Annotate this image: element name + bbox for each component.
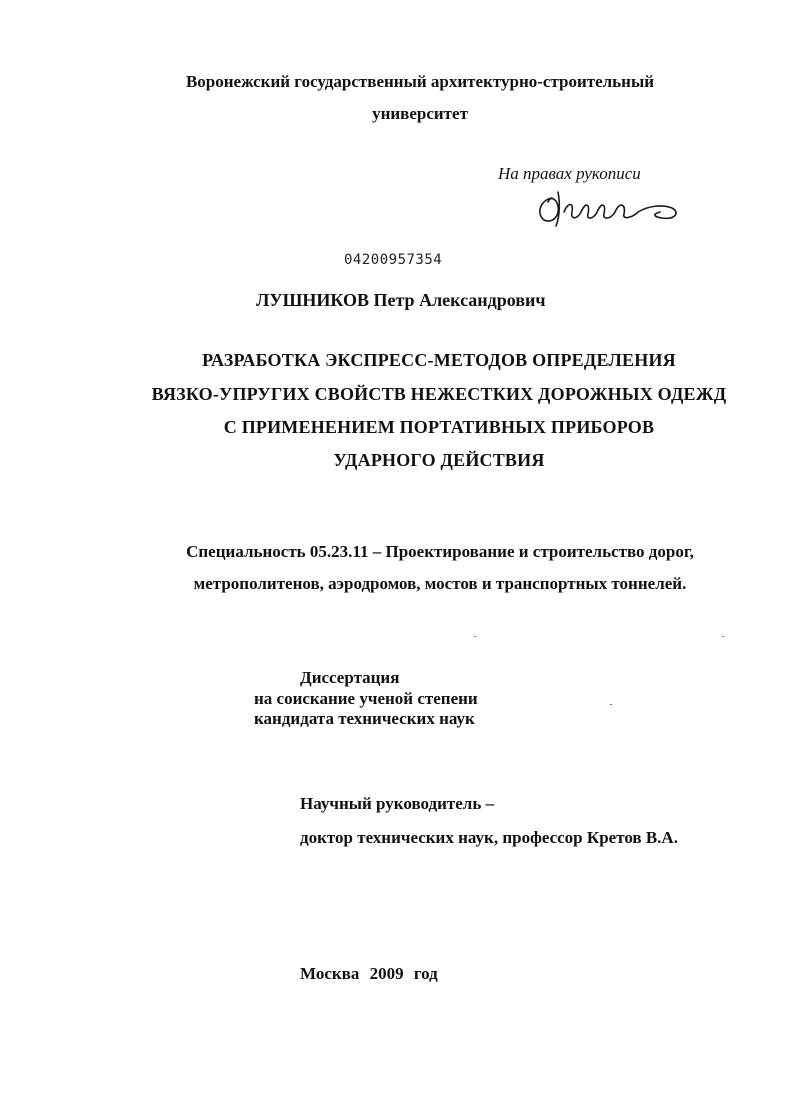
- advisor-name: доктор технических наук, профессор Кретов В.А.: [300, 828, 678, 847]
- advisor-label: Научный руководитель –: [300, 794, 495, 813]
- title-line-1: РАЗРАБОТКА ЭКСПРЕСС-МЕТОДОВ ОПРЕДЕЛЕНИЯ: [202, 350, 676, 370]
- place-and-year: Москва 2009 год: [300, 964, 438, 983]
- title-line-2: ВЯЗКО-УПРУГИХ СВОЙСТВ НЕЖЕСТКИХ ДОРОЖНЫХ ОДЕЖД: [151, 384, 727, 404]
- title-line-4: УДАРНОГО ДЕЙСТВИЯ: [333, 450, 545, 470]
- specialty-line-1: Специальность 05.23.11 – Проектирование и строительство дорог,: [186, 542, 694, 561]
- university-name-line1: Воронежский государственный архитектурно-строительный: [185, 72, 655, 91]
- dissertation-field-line: кандидата технических наук: [254, 709, 475, 728]
- title-line-3: С ПРИМЕНЕНИЕМ ПОРТАТИВНЫХ ПРИБОРОВ: [223, 417, 655, 437]
- scan-speck: [610, 704, 612, 705]
- catalog-number: 04200957354: [344, 252, 443, 268]
- author-signature-icon: [530, 188, 690, 230]
- scan-speck: [474, 636, 476, 637]
- scan-speck: [722, 636, 724, 637]
- rights-note: На правах рукописи: [498, 164, 641, 183]
- author-name: ЛУШНИКОВ Петр Александрович: [256, 290, 546, 310]
- specialty-line-2: метрополитенов, аэродромов, мостов и транспортных тоннелей.: [193, 574, 687, 593]
- dissertation-label: Диссертация: [300, 668, 400, 687]
- dissertation-degree-line: на соискание ученой степени: [254, 689, 478, 708]
- university-name-line2: университет: [372, 104, 468, 123]
